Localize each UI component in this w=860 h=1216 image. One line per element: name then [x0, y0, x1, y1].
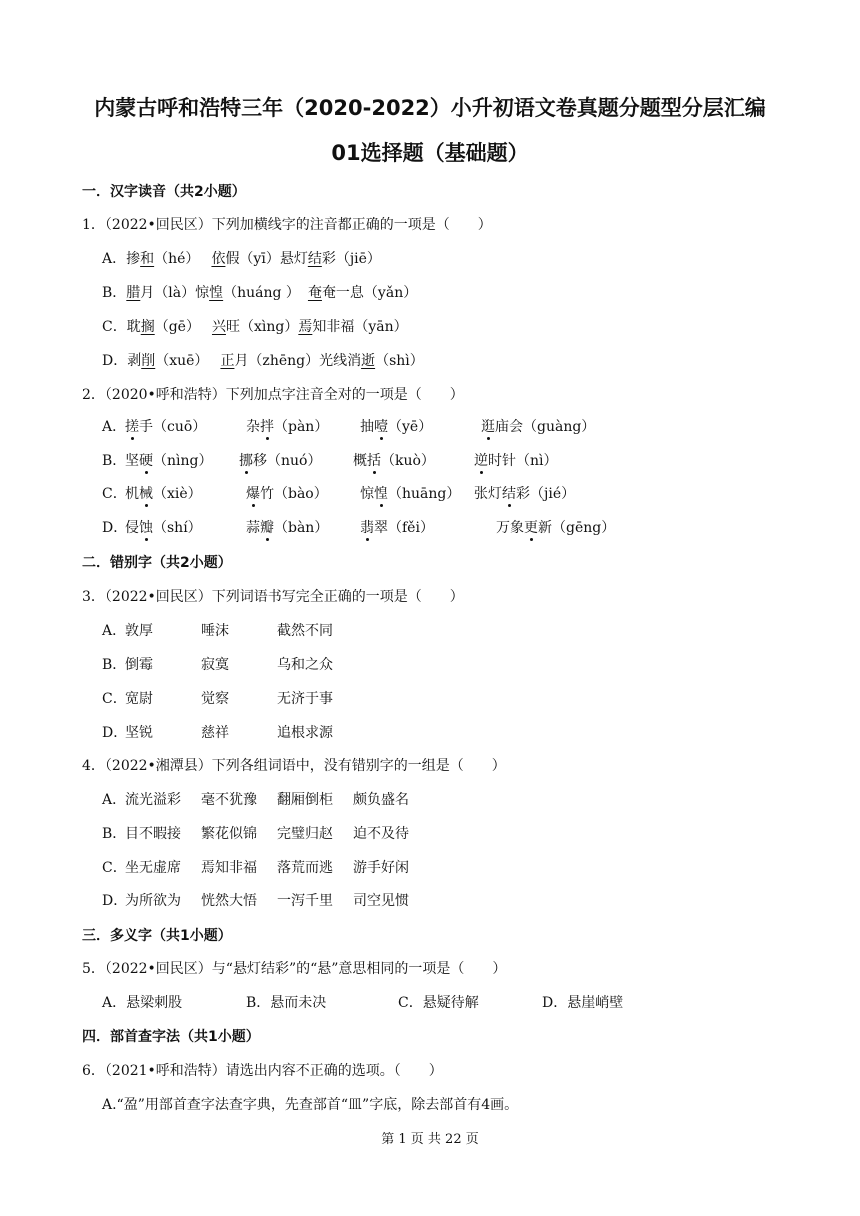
- q3-option-a-label: A．: [102, 623, 127, 639]
- dotted-char: 惶: [374, 486, 388, 502]
- q4-option-d-word-1: 为所欲为: [125, 893, 181, 909]
- q4-option-c-label: C．: [102, 860, 127, 876]
- section-heading: 三．多义字（共1小题）: [82, 928, 232, 944]
- q2-option-a-item-2: [246, 416, 328, 436]
- dotted-char: 结: [502, 486, 516, 502]
- q5-option-b: B．悬而未决: [246, 995, 327, 1011]
- dotted-char: 瓣: [260, 520, 274, 536]
- q2-option-a-label: A．: [102, 419, 127, 435]
- option-text: 奄一息（yǎn）: [321, 285, 418, 301]
- q2-option-a-item-3: [360, 416, 432, 436]
- dotted-char: 硬: [139, 453, 153, 469]
- q4-option-a-word-3: 翻厢倒柜: [277, 792, 333, 808]
- underlined-char: 逝: [361, 353, 376, 369]
- text: 时针（nì）: [488, 453, 558, 469]
- question-5: 5．（2022•回民区）与“悬灯结彩”的“悬”意思相同的一项是（ ）: [82, 961, 507, 977]
- pinyin: （xuē）: [155, 353, 209, 369]
- option-text: 月（là）惊: [140, 285, 210, 301]
- text: （xiè）: [153, 486, 202, 502]
- text: 蒜: [246, 520, 260, 536]
- section-heading: 二．错别字（共2小题）: [82, 555, 232, 571]
- q3-option-b-label: B．: [102, 657, 127, 673]
- underlined-char: 惶: [209, 285, 224, 301]
- q2-option-c-item-4: [474, 483, 575, 503]
- document-subtitle: 01选择题（基础题）: [331, 141, 529, 165]
- underlined-char: 结: [307, 251, 322, 267]
- q3-option-c-label: C．: [102, 691, 127, 707]
- q2-option-b-label: B．: [102, 453, 127, 469]
- underlined-char: 搁: [140, 319, 155, 335]
- q4-option-c-word-4: 游手好闲: [353, 860, 409, 876]
- option-text: 知非福（yān）: [312, 319, 408, 335]
- q2-option-d-item-1: [125, 517, 202, 537]
- q4-option-c-word-3: 落荒而逃: [277, 860, 333, 876]
- underlined-char: 和: [140, 251, 155, 267]
- text: 庙会（guàng）: [495, 419, 596, 435]
- q4-option-a-word-4: 颇负盛名: [353, 792, 409, 808]
- pinyin: （gē）: [154, 319, 200, 335]
- text: 惊: [360, 486, 374, 502]
- section-heading: 四．部首查字法（共1小题）: [82, 1029, 260, 1045]
- q4-option-a-word-1: 流光溢彩: [125, 792, 181, 808]
- question-1: 1．（2022•回民区）下列加横线字的注音都正确的一项是（ ）: [82, 217, 492, 233]
- text: （kuò）: [381, 453, 435, 469]
- q4-option-b-word-4: 迫不及待: [353, 826, 409, 842]
- q4-option-c-word-1: 坐无虚席: [125, 860, 181, 876]
- text: 新（gēng）: [538, 520, 616, 536]
- question-3: 3．（2022•回民区）下列词语书写完全正确的一项是（ ）: [82, 589, 464, 605]
- q5-option-c: C．悬疑待解: [398, 995, 479, 1011]
- underlined-char: 削: [141, 353, 156, 369]
- text: 概: [353, 453, 367, 469]
- text: 坚: [125, 453, 139, 469]
- underlined-char: 奄: [307, 285, 322, 301]
- q4-option-d-word-4: 司空见惯: [353, 893, 409, 909]
- q2-option-b-item-4: [474, 450, 558, 470]
- question-6: 6．（2021•呼和浩特）请选出内容不正确的选项。（ ）: [82, 1063, 443, 1079]
- q3-option-a-word-3: 截然不同: [277, 623, 333, 639]
- text: （yē）: [388, 419, 433, 435]
- dotted-char: 逆: [474, 453, 488, 469]
- q3-option-d-word-3: 追根求源: [277, 725, 333, 741]
- q5-option-d: D．悬崖峭壁: [542, 995, 624, 1011]
- q2-option-b-item-1: [125, 450, 212, 470]
- pinyin: （hé）: [154, 251, 200, 267]
- q1-option-b: [102, 282, 417, 302]
- q2-option-d-label: D．: [102, 520, 128, 536]
- page-footer: 第 1 页 共 22 页: [381, 1132, 479, 1147]
- text: 移（nuó）: [253, 453, 322, 469]
- option-text: 彩（jiē）: [321, 251, 381, 267]
- option-label: B．: [102, 285, 127, 301]
- q4-option-d-word-3: 一泻千里: [277, 893, 333, 909]
- dotted-char: 械: [139, 486, 153, 502]
- q4-option-b-word-2: 繁花似锦: [201, 826, 257, 842]
- q4-option-b-word-1: 目不暇接: [125, 826, 181, 842]
- q3-option-d-label: D．: [102, 725, 128, 741]
- q3-option-b-word-3: 乌和之众: [277, 657, 333, 673]
- q3-option-c-word-2: 觉察: [201, 691, 229, 707]
- text: 杂: [246, 419, 260, 435]
- underlined-char: 焉: [298, 319, 313, 335]
- q2-option-b-item-2: [239, 450, 321, 470]
- text: 张灯: [474, 486, 502, 502]
- dotted-char: 逛: [481, 419, 495, 435]
- q3-option-d-word-2: 慈祥: [201, 725, 229, 741]
- q1-option-c: [102, 316, 408, 336]
- q1-option-d: [102, 350, 424, 370]
- q6-option-a: A.“盈”用部首查字法查字典，先查部首“皿”字底，除去部首有4画。: [102, 1097, 519, 1113]
- q2-option-c-item-2: [246, 483, 328, 503]
- text: （nìng）: [153, 453, 213, 469]
- document-title: 内蒙古呼和浩特三年（2020-2022）小升初语文卷真题分题型分层汇编: [94, 96, 766, 120]
- q2-option-a-item-1: [125, 416, 206, 436]
- q2-option-c-item-3: [360, 483, 460, 503]
- text: 彩（jié）: [516, 486, 576, 502]
- text: 侵: [125, 520, 139, 536]
- q4-option-c-word-2: 焉知非福: [201, 860, 257, 876]
- q3-option-b-word-1: 倒霉: [125, 657, 153, 673]
- option-label: D．: [102, 353, 128, 369]
- q4-option-b-word-3: 完璧归赵: [277, 826, 333, 842]
- text: （pàn）: [274, 419, 329, 435]
- underlined-char: 正: [220, 353, 235, 369]
- q4-option-b-label: B．: [102, 826, 127, 842]
- q4-option-a-label: A．: [102, 792, 127, 808]
- q3-option-c-word-1: 宽尉: [125, 691, 153, 707]
- option-text: 剥: [127, 353, 142, 369]
- text: （huāng）: [388, 486, 461, 502]
- q4-option-d-label: D．: [102, 893, 128, 909]
- q3-option-a-word-1: 敦厚: [125, 623, 153, 639]
- text: 手（cuō）: [139, 419, 207, 435]
- option-text: （shì）: [375, 353, 424, 369]
- section-heading: 一．汉字读音（共2小题）: [82, 184, 246, 200]
- dotted-char: 更: [524, 520, 538, 536]
- underlined-char: 腊: [126, 285, 141, 301]
- pinyin: （huáng ）: [223, 285, 300, 301]
- option-text: 假（yī）悬灯: [225, 251, 308, 267]
- text: 万象: [496, 520, 524, 536]
- q3-option-a-word-2: 唾沫: [201, 623, 229, 639]
- text: 抽: [360, 419, 374, 435]
- question-4: 4．（2022•湘潭县）下列各组词语中，没有错别字的一组是（ ）: [82, 758, 506, 774]
- dotted-char: 拌: [260, 419, 274, 435]
- q5-option-a: A．悬梁刺股: [102, 995, 183, 1011]
- dotted-char: 括: [367, 453, 381, 469]
- dotted-char: 蚀: [139, 520, 153, 536]
- q2-option-c-label: C．: [102, 486, 127, 502]
- dotted-char: 挪: [239, 453, 253, 469]
- dotted-char: 搓: [125, 419, 139, 435]
- q2-option-c-item-1: [125, 483, 202, 503]
- option-label: A．: [102, 251, 127, 267]
- q3-option-d-word-1: 坚锐: [125, 725, 153, 741]
- option-text: 月（zhēng）光线消: [234, 353, 362, 369]
- underlined-char: 依: [211, 251, 226, 267]
- option-text: 掺: [126, 251, 141, 267]
- q2-option-a-item-4: [481, 416, 595, 436]
- text: （bàn）: [274, 520, 329, 536]
- text: 竹（bào）: [260, 486, 328, 502]
- option-text: 旺（xìng）: [225, 319, 299, 335]
- q4-option-a-word-2: 毫不犹豫: [201, 792, 257, 808]
- dotted-char: 噎: [374, 419, 388, 435]
- text: 翠（fěi）: [374, 520, 434, 536]
- q3-option-c-word-3: 无济于事: [277, 691, 333, 707]
- text: 机: [125, 486, 139, 502]
- q3-option-b-word-2: 寂寞: [201, 657, 229, 673]
- option-label: C．: [102, 319, 127, 335]
- question-2: 2．（2020•呼和浩特）下列加点字注音全对的一项是（ ）: [82, 387, 464, 403]
- text: （shí）: [153, 520, 202, 536]
- dotted-char: 翡: [360, 520, 374, 536]
- underlined-char: 兴: [211, 319, 226, 335]
- q2-option-d-item-4: [496, 517, 615, 537]
- option-text: 耽: [126, 319, 141, 335]
- q4-option-d-word-2: 恍然大悟: [201, 893, 257, 909]
- q2-option-d-item-2: [246, 517, 328, 537]
- q2-option-d-item-3: [360, 517, 434, 537]
- dotted-char: 爆: [246, 486, 260, 502]
- q1-option-a: [102, 248, 381, 268]
- q2-option-b-item-3: [353, 450, 435, 470]
